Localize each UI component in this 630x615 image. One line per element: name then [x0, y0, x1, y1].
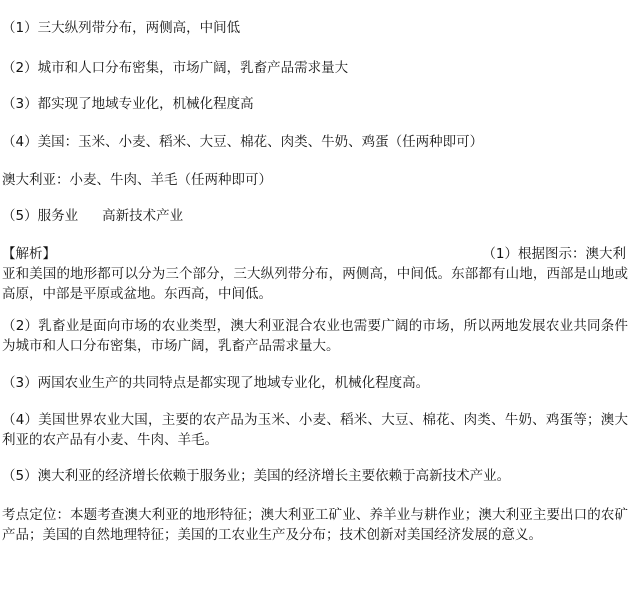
analysis-p4: （4）美国世界农业大国，主要的农产品为玉米、小麦、稻米、大豆、棉花、肉类、牛奶、鸡蛋等；澳大利亚的农产品有小麦、牛肉、羊毛。	[2, 412, 628, 448]
analysis-p1-body: 亚和美国的地形都可以分为三个部分，三大纵列带分布，两侧高，中间低。东部都有山地，西部是山地或高原，中部是平原或盆地。东西高，中间低。	[2, 266, 628, 302]
answer-5-part-b: 高新技术产业	[102, 208, 184, 224]
analysis-p6: 考点定位：本题考查澳大利亚的地形特征；澳大利亚工矿业、养羊业与耕作业；澳大利亚主要出口的农矿产品；美国的自然地理特征；美国的工农业生产及分布；技术创新对美国经济发展的意义。	[2, 507, 628, 543]
analysis-header	[2, 244, 628, 264]
analysis-p5: （5）澳大利亚的经济增长依赖于服务业；美国的经济增长主要依赖于高新技术产业。	[2, 468, 511, 484]
answer-5	[2, 206, 628, 226]
answer-3: （3）都实现了地域专业化，机械化程度高	[2, 96, 254, 112]
analysis-p2: （2）乳畜业是面向市场的农业类型，澳大利亚混合农业也需要广阔的市场，所以两地发展农业共同条件为城市和人口分布密集，市场广阔，乳畜产品需求量大。	[2, 318, 628, 354]
answer-1: （1）三大纵列带分布，两侧高，中间低	[2, 20, 241, 36]
answer-2: （2）城市和人口分布密集，市场广阔，乳畜产品需求量大	[2, 60, 349, 76]
answer-4-australia: 澳大利亚：小麦、牛肉、羊毛（任两种即可）	[2, 172, 272, 188]
analysis-p3: （3）两国农业生产的共同特点是都实现了地域专业化，机械化程度高。	[2, 375, 430, 391]
answer-5-part-a: （5）服务业	[2, 208, 79, 224]
answer-4-usa: （4）美国：玉米、小麦、稻米、大豆、棉花、肉类、牛奶、鸡蛋（任两种即可）	[2, 134, 484, 150]
analysis-p1-head: （1）根据图示：澳大利	[482, 246, 626, 262]
analysis-heading: 【解析】	[2, 246, 56, 262]
